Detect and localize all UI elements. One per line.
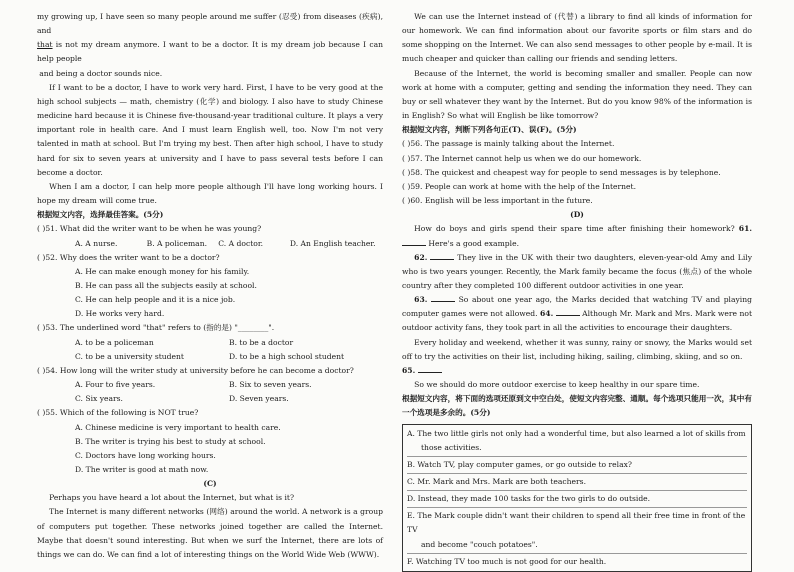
passage-text: So about one year ago, the Marks decided that watching TV and playing computer games were not allowed.	[402, 295, 752, 319]
options-row	[37, 392, 383, 406]
option: D. He works very hard.	[75, 309, 165, 319]
option: A. Four to five years.	[75, 380, 156, 390]
option-b	[407, 457, 747, 474]
passage-text: How do boys and girls spend their spare time after finishing their homework?	[414, 224, 739, 234]
question-text: ( )55. Which of the following is NOT true?	[37, 408, 199, 418]
answer-blank-65[interactable]	[418, 364, 442, 373]
option: A. He can make enough money for his family.	[75, 266, 250, 276]
option-c	[407, 474, 747, 491]
options-row	[37, 350, 383, 364]
blank-number-64: 64.	[540, 309, 554, 319]
passage-text: Here's a good example.	[428, 238, 519, 248]
question-text: ( )53. The underlined word "that" refers to (指的是) "________".	[37, 323, 275, 333]
blank-number-65: 65.	[402, 365, 416, 375]
option-d	[407, 491, 747, 508]
right-column	[402, 10, 752, 572]
passage-c-paragraph-4: Because of the Internet, the world is becoming smaller and smaller. People can now work at home with a computer, getting and sending the information they need. They can buy or sell whatever they want by the Internet. But do you know 98% of the information is in English? So what will English be like tomorrow?	[402, 68, 752, 121]
passage-d-paragraph-4: Every holiday and weekend, whether it was sunny, rainy or snowy, the Marks would set off to try the activities on their list, including hiking, sailing, climbing, skiing, and so on.	[402, 337, 752, 361]
question-text: ( )51. What did the writer want to be when he was young?	[37, 224, 262, 234]
options-row	[37, 336, 383, 350]
option: C. Six years.	[75, 394, 123, 404]
option-text: B. Watch TV, play computer games, or go outside to relax?	[407, 459, 632, 469]
passage-d-paragraph-1	[402, 222, 752, 250]
option-f	[407, 554, 747, 570]
options-row	[37, 237, 383, 251]
option: B. He can pass all the subjects easily at school.	[75, 280, 257, 290]
passage-d-paragraph-2	[402, 251, 752, 293]
options-instruction: 根据短文内容，将下面的选项还原到文中空白处，使短文内容完整、通顺。每个选项只能用一次，其中有一个选项是多余的。(5分)	[402, 394, 752, 418]
option-text: and become "couch potatoes".	[421, 539, 538, 549]
section-c-title: (C)	[203, 479, 217, 489]
option-text: F. Watching TV too much is not good for our health.	[407, 556, 607, 566]
option-text: A. The two little girls not only had a wonderful time, but also learned a lot of skills from	[407, 428, 746, 438]
option: B. The writer is trying his best to study at school.	[75, 436, 266, 446]
passage-c-paragraph-3: We can use the Internet instead of (代替) a library to find all kinds of information for our homework. We can find information about our favorite sports or film stars and do some shopping on the Internet. We can also send messages to other people by e-mail. It is much cheaper and quicker than calling our friends and sending letters.	[402, 12, 752, 64]
option: C. A doctor.	[218, 238, 264, 248]
blank-number-61: 61.	[738, 224, 752, 234]
tf-question-60: ( )60. English will be less important in the future.	[402, 196, 593, 206]
option-text: C. Mr. Mark and Mrs. Mark are both teachers.	[407, 477, 586, 486]
question-55	[37, 406, 383, 477]
option-text: those activities.	[421, 442, 482, 452]
passage-text: Although Mr. Mark and Mrs. Mark were not outdoor activity fans, they took part in all the activities to encourage their daughters.	[402, 309, 752, 333]
option: B. A policeman.	[146, 238, 208, 248]
question-54	[37, 364, 383, 406]
passage-d-blank-65-line	[402, 364, 752, 378]
question-52	[37, 251, 383, 322]
answer-blank-61[interactable]	[402, 237, 426, 246]
question-text: ( )54. How long will the writer study at university before he can become a doctor?	[37, 365, 354, 375]
answer-blank-64[interactable]	[556, 307, 580, 316]
option: A. A nurse.	[75, 238, 118, 248]
question-text: ( )52. Why does the writer want to be a doctor?	[37, 252, 220, 262]
option: D. Seven years.	[229, 394, 289, 404]
option: A. Chinese medicine is very important to health care.	[75, 422, 281, 432]
blank-number-63: 63.	[414, 295, 428, 305]
option: D. to be a high school student	[229, 351, 345, 361]
section-instruction: 根据短文内容，选择最佳答案。(5分)	[37, 210, 164, 220]
option: C. He can help people and it is a nice job.	[75, 295, 236, 305]
option-e	[407, 508, 747, 553]
passage-d-paragraph-3	[402, 293, 752, 335]
options-box	[402, 424, 752, 572]
underlined-word-that: that	[37, 40, 53, 50]
passage-text: They live in the UK with their two daughters, eleven-year-old Amy and Lily who is two years younger. Recently, the Mark family became the focus (焦点) of the whole country after they completed 100 different outdoor activities in one year.	[402, 252, 752, 290]
section-d-title: (D)	[570, 210, 584, 220]
option-a	[407, 426, 747, 457]
passage-d-paragraph-5: So we should do more outdoor exercise to keep healthy in our spare time.	[414, 380, 700, 390]
option: C. Doctors have long working hours.	[75, 450, 216, 460]
option: B. to be a doctor	[229, 337, 294, 347]
passage-b-text: is not my dream anymore. I want to be a doctor. It is my dream job because I can help people	[37, 40, 383, 64]
blank-number-62: 62.	[414, 252, 428, 262]
passage-b-paragraph-2: If I want to be a doctor, I have to work very hard. First, I have to be very good at the high school subjects — math, chemistry (化学) and biology. I also have to study Chinese medicine hard because it is Chinese five-thousand-year traditional culture. It plays a very important role in health care. And I must learn English well, too. Now I'm not very talented in math at school. But I'm trying my best. Then after high school, I have to study hard for six to seven years at university and I have to pass several tests before I can become a doctor.	[37, 82, 383, 177]
tf-question-59: ( )59. People can work at home with the help of the Internet.	[402, 181, 637, 191]
tf-instruction: 根据短文内容，判断下列各句正(T)、误(F)。(5分)	[402, 125, 577, 135]
passage-c-paragraph-2: The Internet is many different networks (网络) around the world. A network is a group of computers put together. These networks joined together are called the Internet. Maybe that doesn't sound interesting. But when we surf the Internet, there are lots of things we can do. We can find a lot of interesting things on the World Wide Web (WWW).	[37, 507, 383, 559]
option: C. to be a university student	[75, 351, 184, 361]
answer-blank-63[interactable]	[431, 293, 455, 302]
left-column	[37, 10, 383, 562]
tf-question-58: ( )58. The quickest and cheapest way for people to send messages is by telephone.	[402, 167, 721, 177]
options-row	[37, 378, 383, 392]
option: D. The writer is good at math now.	[75, 465, 209, 474]
tf-question-56: ( )56. The passage is mainly talking about the Internet.	[402, 139, 615, 149]
option-text: D. Instead, they made 100 tasks for the two girls to do outside.	[407, 494, 651, 504]
question-51	[37, 222, 383, 250]
question-53	[37, 321, 383, 363]
tf-question-57: ( )57. The Internet cannot help us when we do our homework.	[402, 153, 642, 163]
passage-b-line: and being a doctor sounds nice.	[39, 68, 163, 78]
option: D. An English teacher.	[289, 238, 376, 248]
passage-b-line	[37, 38, 383, 66]
answer-blank-62[interactable]	[430, 251, 454, 260]
option: B. Six to seven years.	[229, 380, 312, 390]
passage-c-paragraph-1: Perhaps you have heard a lot about the Internet, but what is it?	[49, 493, 295, 503]
passage-b-paragraph-3: When I am a doctor, I can help more people although I'll have long working hours. I hope my dream will come true.	[37, 181, 383, 206]
option: A. to be a policeman	[75, 337, 154, 347]
passage-b-line: my growing up, I have seen so many people around me suffer (忍受) from diseases (疾病), and	[37, 12, 383, 36]
option-text: E. The Mark couple didn't want their children to spend all their free time in front of the TV	[407, 511, 746, 535]
